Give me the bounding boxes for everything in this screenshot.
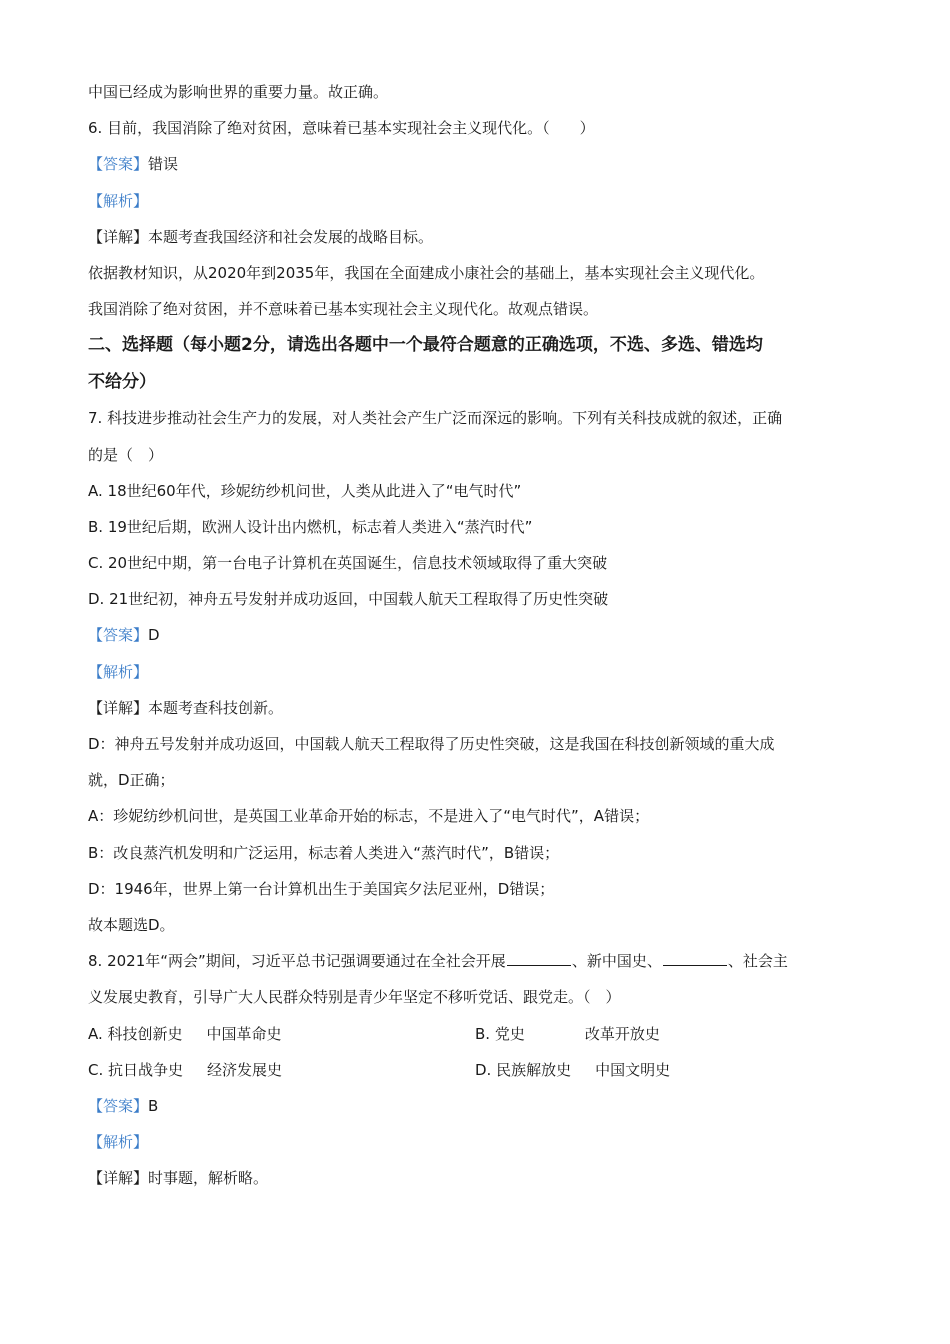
answer-tag: 【答案】 (88, 1096, 149, 1115)
q7-option-d: D. 21世纪初，神舟五号发射并成功返回，中国载人航天工程取得了历史性突破 (88, 590, 609, 609)
option-label: B. 党史 (475, 1024, 525, 1043)
q7-option-b: B. 19世纪后期，欧洲人设计出内燃机，标志着人类进入“蒸汽时代” (88, 517, 533, 536)
q8-stem-line-2: 义发展史教育，引导广大人民群众特别是青少年坚定不移听党话、跟党走。（ ） (88, 988, 621, 1007)
detail-tag: 【详解】 (88, 227, 149, 246)
q7-detail-7: 故本题选D。 (88, 915, 175, 934)
q7-detail-5: B：改良蒸汽机发明和广泛运用，标志着人类进入“蒸汽时代”，B错误； (88, 843, 560, 862)
section-title-line-2: 不给分） (88, 371, 156, 392)
q7-option-c: C. 20世纪中期，第一台电子计算机在英国诞生，信息技术领域取得了重大突破 (88, 554, 608, 573)
q7-stem-line-1: 7. 科技进步推动社会生产力的发展，对人类社会产生广泛而深远的影响。下列有关科技成就的叙述，正确 (88, 409, 783, 428)
q6-detail-2: 依据教材知识，从2020年到2035年，我国在全面建成小康社会的基础上，基本实现社会主义现代化。 (88, 263, 765, 282)
detail-tag: 【详解】 (88, 1169, 149, 1188)
q7-detail-6: D：1946年，世界上第一台计算机出生于美国宾夕法尼亚州，D错误； (88, 879, 555, 898)
option-text: 中国革命史 (206, 1024, 282, 1043)
q8-stem-part-2: 、新中国史、 (571, 952, 662, 971)
q8-option-a (88, 1025, 282, 1043)
detail-text: 时事题，解析略。 (148, 1169, 269, 1188)
q8-stem-line-1 (88, 943, 868, 979)
q6-stem: 6. 目前，我国消除了绝对贫困，意味着已基本实现社会主义现代化。（ ） (88, 119, 595, 138)
fill-blank (663, 951, 727, 966)
option-text: 中国文明史 (595, 1060, 671, 1079)
q7-detail-3: 就，D正确； (88, 771, 175, 790)
detail-tag: 【详解】 (88, 698, 149, 717)
q7-detail-1 (88, 690, 868, 726)
q7-answer (88, 617, 868, 653)
q7-option-a: A. 18世纪60年代，珍妮纺纱机问世，人类从此进入了“电气时代” (88, 481, 522, 500)
analysis-tag: 【解析】 (88, 1133, 149, 1152)
option-text: 经济发展史 (207, 1060, 283, 1079)
q8-answer (88, 1088, 868, 1124)
q8-stem-part-3: 、社会主 (727, 952, 788, 971)
carryover-line: 中国已经成为影响世界的重要力量。故正确。 (88, 83, 389, 101)
analysis-tag: 【解析】 (88, 662, 149, 681)
answer-tag: 【答案】 (88, 626, 149, 645)
answer-tag: 【答案】 (88, 155, 149, 174)
option-label: C. 抗日战争史 (88, 1060, 184, 1079)
answer-value: B (148, 1096, 159, 1115)
q8-analysis (88, 1124, 868, 1160)
answer-value: D (148, 626, 160, 645)
q6-detail-1 (88, 219, 868, 255)
q8-option-d (475, 1052, 670, 1088)
option-label: A. 科技创新史 (88, 1024, 183, 1043)
option-label: D. 民族解放史 (475, 1060, 572, 1079)
q8-options-row-1 (88, 1016, 868, 1052)
q7-analysis (88, 654, 868, 690)
detail-text: 本题考查我国经济和社会发展的战略目标。 (148, 227, 434, 246)
q7-detail-2: D：神舟五号发射并成功返回，中国载人航天工程取得了历史性突破，这是我国在科技创新领域的重大成 (88, 735, 775, 753)
exam-page (88, 74, 868, 1196)
q8-option-b (475, 1016, 660, 1052)
detail-text: 本题考查科技创新。 (148, 698, 284, 717)
q6-detail-3: 我国消除了绝对贫困，并不意味着已基本实现社会主义现代化。故观点错误。 (88, 300, 599, 319)
q8-option-c (88, 1061, 282, 1079)
analysis-tag: 【解析】 (88, 191, 149, 210)
option-text: 改革开放史 (584, 1024, 660, 1043)
q8-stem-part-1: 8. 2021年“两会”期间，习近平总书记强调要通过在全社会开展 (88, 952, 506, 971)
q7-stem-line-2: 的是（ ） (88, 445, 164, 464)
fill-blank (507, 951, 571, 966)
q6-analysis (88, 183, 868, 219)
q8-options-row-2 (88, 1052, 868, 1088)
section-title-line-1: 二、选择题（每小题2分，请选出各题中一个最符合题意的正确选项，不选、多选、错选均 (88, 335, 763, 356)
answer-value: 错误 (148, 155, 179, 174)
q8-detail (88, 1160, 868, 1196)
q7-detail-4: A：珍妮纺纱机问世，是英国工业革命开始的标志，不是进入了“电气时代”，A错误； (88, 807, 650, 826)
q6-answer (88, 146, 868, 182)
